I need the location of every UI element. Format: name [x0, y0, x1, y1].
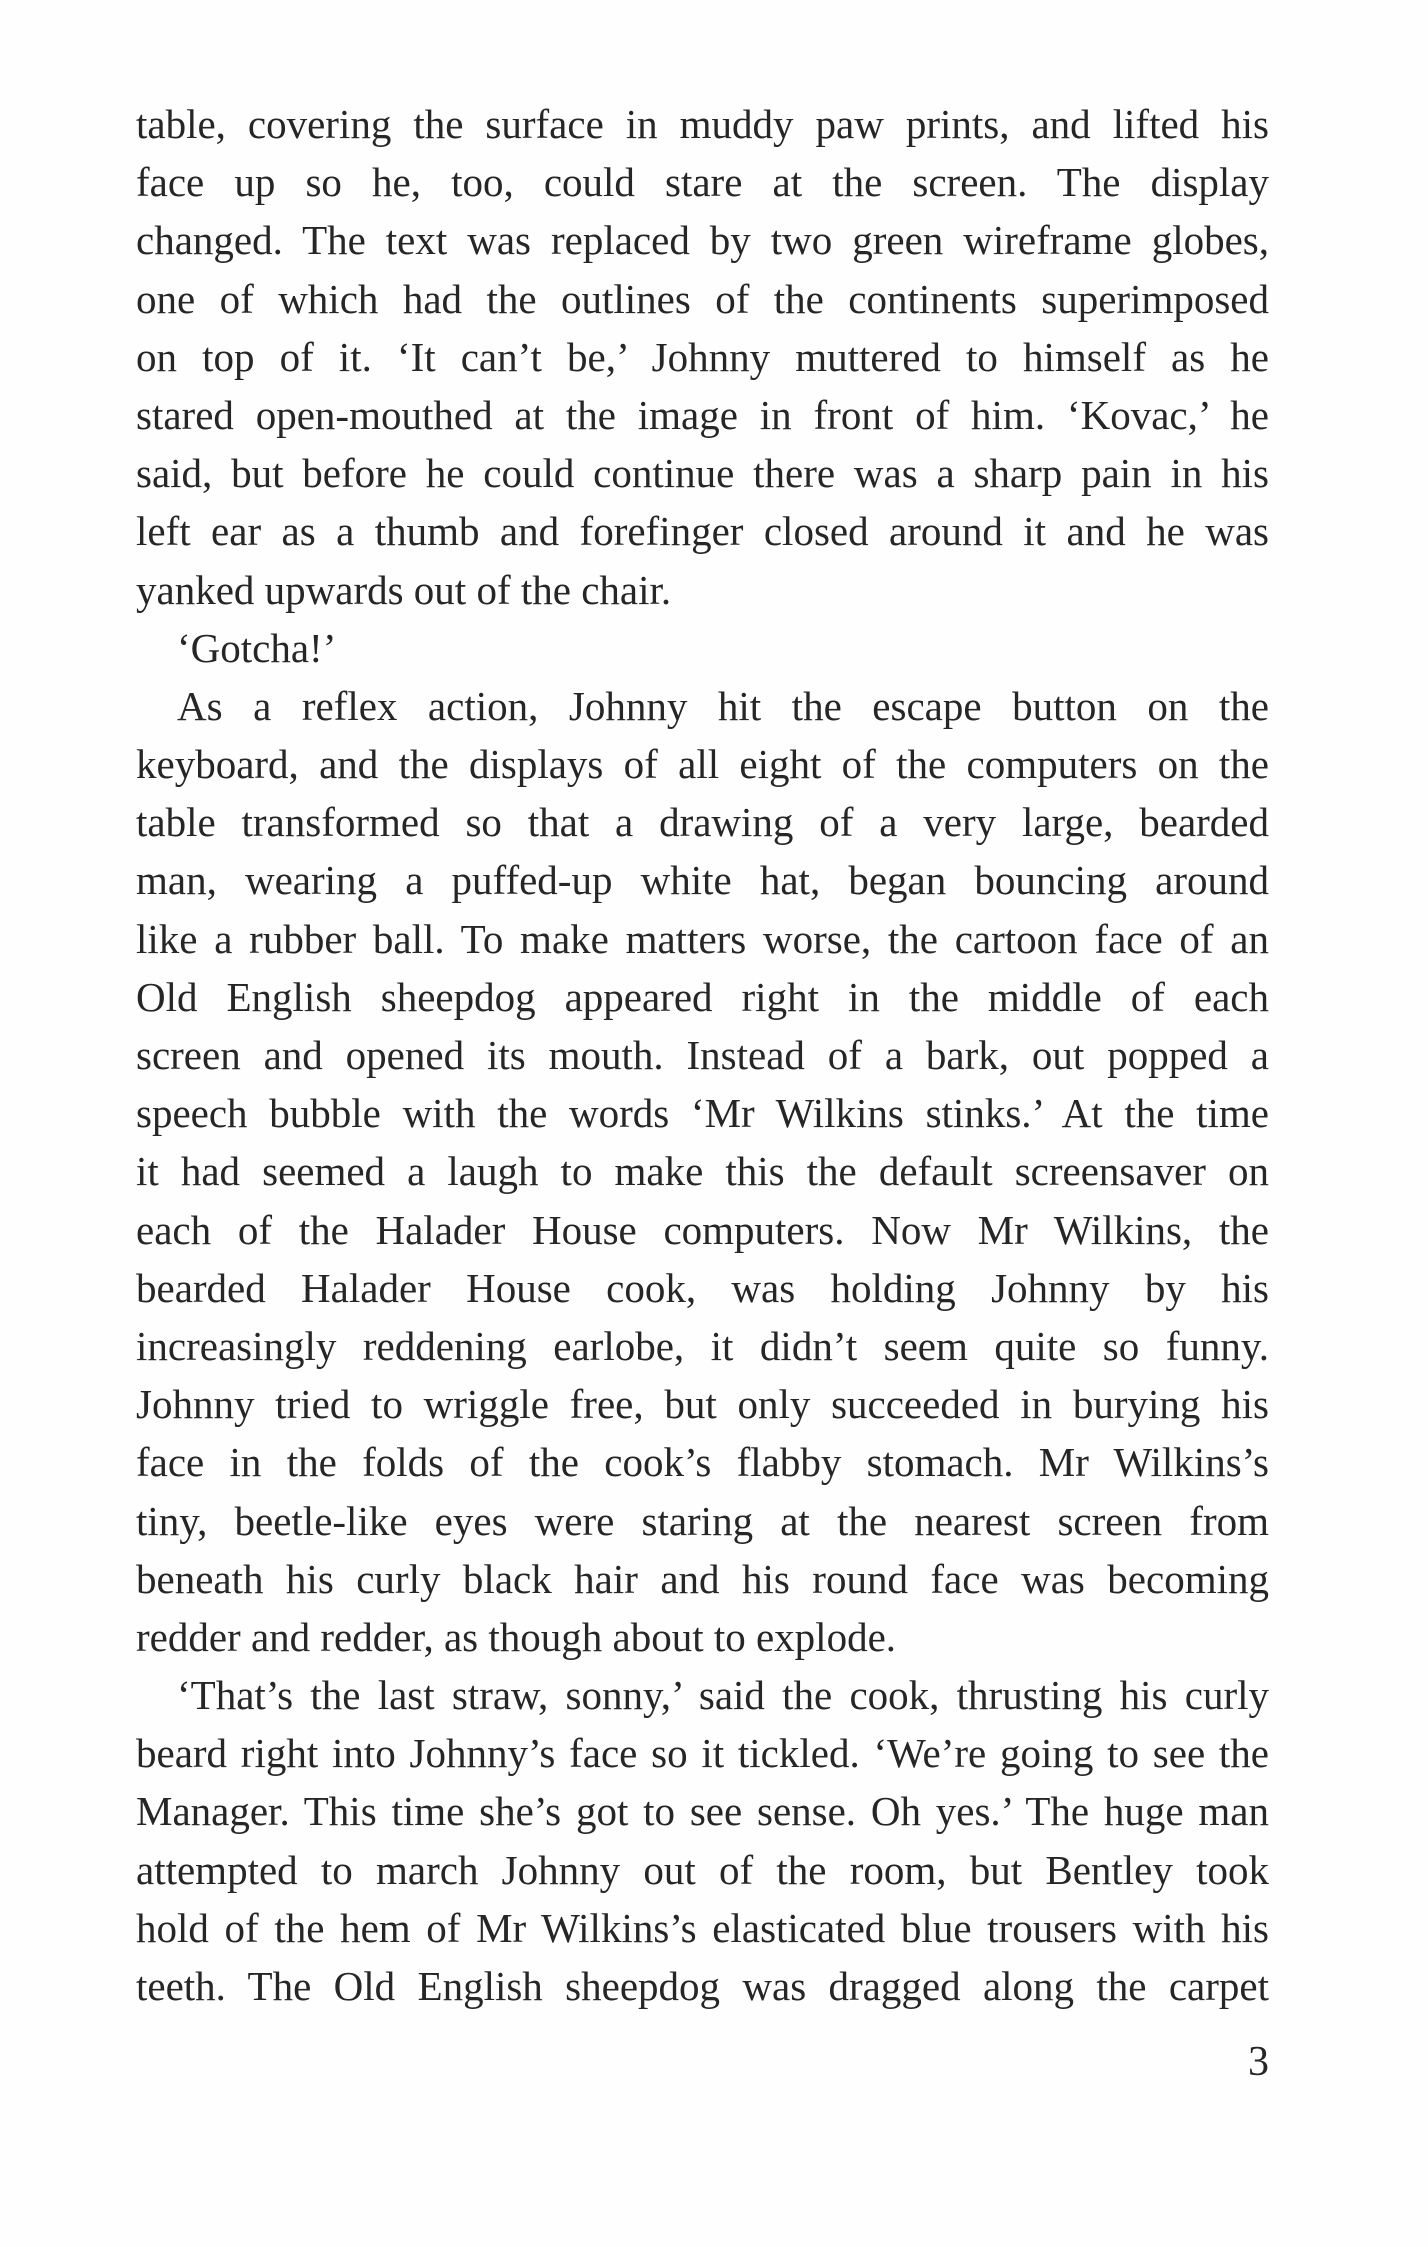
page-number: 3: [1248, 2039, 1269, 2085]
text-line: Manager. This time she’s got to see sense. Oh yes.’ The huge man: [136, 1788, 1269, 1835]
text-line: bearded Halader House cook, was holding Johnny by his: [136, 1264, 1269, 1311]
text-line: stared open-mouthed at the image in front of him. ‘Kovac,’ he: [136, 391, 1269, 438]
text-line: attempted to march Johnny out of the room, but Bentley took: [136, 1846, 1269, 1893]
text-line: changed. The text was replaced by two green wireframe globes,: [136, 217, 1269, 264]
text-line: each of the Halader House computers. Now Mr Wilkins, the: [136, 1206, 1269, 1253]
text-line: face up so he, too, could stare at the screen. The display: [136, 159, 1269, 206]
text-line: ‘Gotcha!’: [177, 624, 337, 671]
text-line: teeth. The Old English sheepdog was dragged along the carpet: [136, 1963, 1269, 2009]
text-line: redder and redder, as though about to explode.: [136, 1613, 897, 1660]
text-line: on top of it. ‘It can’t be,’ Johnny muttered to himself as he: [136, 333, 1269, 380]
text-line: tiny, beetle-like eyes were staring at the nearest screen from: [136, 1497, 1269, 1544]
text-line: speech bubble with the words ‘Mr Wilkins stinks.’ At the time: [136, 1090, 1269, 1137]
text-line: increasingly reddening earlobe, it didn’t seem quite so funny.: [136, 1322, 1269, 1369]
text-line: beard right into Johnny’s face so it tickled. ‘We’re going to see the: [136, 1730, 1269, 1777]
text-line: left ear as a thumb and forefinger closed around it and he was: [136, 508, 1269, 555]
text-line: table, covering the surface in muddy paw prints, and lifted his: [136, 101, 1269, 147]
text-line: yanked upwards out of the chair.: [136, 566, 672, 613]
text-line: man, wearing a puffed-up white hat, began bouncing around: [136, 857, 1269, 904]
text-line: keyboard, and the displays of all eight of the computers on the: [136, 741, 1269, 788]
text-line: said, but before he could continue there was a sharp pain in his: [136, 450, 1269, 497]
text-line: ‘That’s the last straw, sonny,’ said the cook, thrusting his curly: [177, 1672, 1269, 1719]
text-line: like a rubber ball. To make matters worse, the cartoon face of an: [136, 915, 1269, 962]
text-line: it had seemed a laugh to make this the default screensaver on: [136, 1148, 1269, 1195]
text-line: beneath his curly black hair and his round face was becoming: [136, 1555, 1269, 1602]
text-line: Johnny tried to wriggle free, but only succeeded in burying his: [136, 1381, 1269, 1428]
text-line: Old English sheepdog appeared right in the middle of each: [136, 973, 1269, 1020]
text-line: one of which had the outlines of the continents superimposed: [136, 275, 1269, 322]
body-text: [136, 95, 1269, 2015]
text-line: As a reflex action, Johnny hit the escape button on the: [177, 682, 1269, 729]
text-line: hold of the hem of Mr Wilkins’s elasticated blue trousers with his: [136, 1904, 1269, 1951]
text-line: face in the folds of the cook’s flabby stomach. Mr Wilkins’s: [136, 1439, 1269, 1486]
text-line: screen and opened its mouth. Instead of a bark, out popped a: [136, 1032, 1269, 1078]
text-line: table transformed so that a drawing of a very large, bearded: [136, 799, 1269, 846]
